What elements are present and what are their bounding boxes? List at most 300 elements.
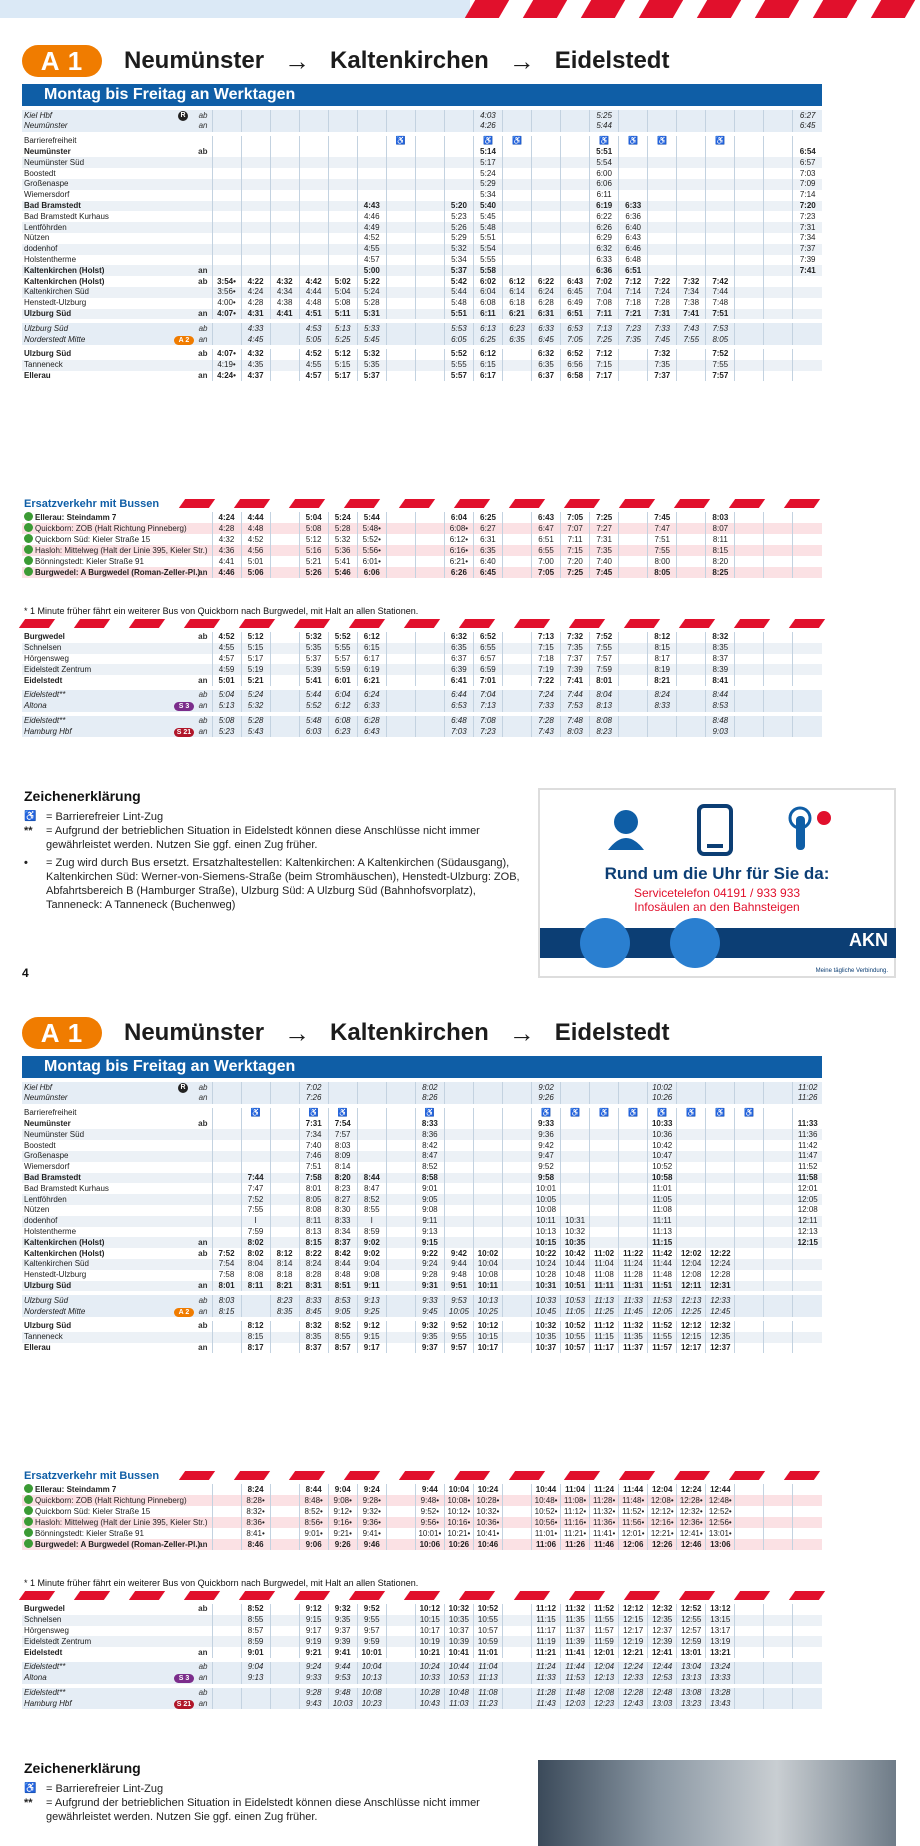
time-cell: 5:29	[473, 179, 502, 190]
time-cell	[212, 147, 241, 158]
time-cell	[706, 1237, 735, 1248]
time-cell	[532, 147, 561, 158]
time-cell: 5:35	[357, 360, 386, 371]
time-cell	[764, 1151, 793, 1162]
time-cell	[764, 523, 793, 534]
time-cell	[735, 534, 764, 545]
time-cell: 11:02	[793, 1082, 822, 1093]
time-cell	[241, 265, 270, 276]
time-cell: 12:46	[677, 1539, 706, 1550]
time-cell: 11:01•	[532, 1528, 561, 1539]
time-cell	[532, 110, 561, 121]
time-cell: 4:32	[241, 349, 270, 360]
time-cell: 11:52•	[619, 1506, 648, 1517]
time-cell	[764, 1615, 793, 1626]
time-cell	[241, 1140, 270, 1151]
time-cell	[270, 190, 299, 201]
time-cell	[561, 179, 590, 190]
time-cell: 10:33	[415, 1673, 444, 1684]
time-cell: 8:52	[415, 1162, 444, 1173]
wheelchair-icon: ♿	[735, 1108, 764, 1119]
time-cell	[444, 1227, 473, 1238]
time-cell: 9:13	[415, 1227, 444, 1238]
time-cell: 9:48	[444, 1270, 473, 1281]
time-cell: 5:13	[328, 323, 357, 334]
time-cell: 7:58	[212, 1270, 241, 1281]
time-cell: 5:26	[299, 567, 328, 578]
time-cell: 4:41	[212, 556, 241, 567]
time-cell	[764, 276, 793, 287]
route-title	[124, 46, 669, 77]
top-stripe	[697, 0, 741, 18]
time-cell	[386, 1343, 415, 1354]
time-cell: 8:34	[328, 1227, 357, 1238]
time-cell: 13:12	[706, 1604, 735, 1615]
time-cell	[561, 233, 590, 244]
time-cell	[415, 654, 444, 665]
timetable-row	[22, 233, 822, 244]
time-cell	[590, 1227, 619, 1238]
time-cell: 8:01	[299, 1183, 328, 1194]
station-name: Lentföhrden	[22, 1194, 172, 1205]
time-cell: 9:22	[415, 1248, 444, 1259]
time-cell	[415, 157, 444, 168]
time-cell	[735, 1270, 764, 1281]
ab-an-label: ab	[194, 1082, 212, 1093]
time-cell	[386, 1194, 415, 1205]
time-cell	[764, 1129, 793, 1140]
time-cell	[212, 1173, 241, 1184]
time-cell	[706, 1183, 735, 1194]
time-cell	[299, 201, 328, 212]
time-cell: 11:15	[532, 1615, 561, 1626]
time-cell: 11:24	[590, 1484, 619, 1495]
time-cell: 5:24	[241, 690, 270, 701]
time-cell	[357, 1151, 386, 1162]
time-cell: 7:11	[561, 534, 590, 545]
station-name: Burgwedel	[24, 632, 65, 642]
time-cell	[502, 1237, 531, 1248]
time-cell	[764, 1626, 793, 1637]
time-cell	[735, 1647, 764, 1658]
time-cell: 7:59	[241, 1227, 270, 1238]
time-cell: 8:18	[270, 1270, 299, 1281]
time-cell	[270, 1183, 299, 1194]
time-cell: 12:35	[706, 1332, 735, 1343]
time-cell	[677, 1227, 706, 1238]
time-cell: 4:19•	[212, 360, 241, 371]
time-cell: 6:27	[473, 523, 502, 534]
time-cell: 6:01	[328, 675, 357, 686]
time-cell	[764, 190, 793, 201]
time-cell	[648, 716, 677, 727]
time-cell	[735, 276, 764, 287]
time-cell	[561, 1194, 590, 1205]
time-cell: 10:03	[328, 1698, 357, 1709]
time-cell	[793, 1698, 822, 1709]
time-cell: 5:48	[444, 298, 473, 309]
time-cell	[328, 157, 357, 168]
time-cell: 11:41•	[590, 1528, 619, 1539]
time-cell	[502, 349, 531, 360]
time-cell: 5:14	[473, 147, 502, 158]
time-cell: 7:28	[532, 716, 561, 727]
time-cell: 12:15	[793, 1237, 822, 1248]
ab-an-label	[194, 664, 212, 675]
time-cell: 10:58	[648, 1173, 677, 1184]
time-cell: 5:11	[328, 309, 357, 320]
wheelchair-icon: ♿	[299, 1108, 328, 1119]
barrier-row: Barrierefreiheit ♿ ♿ ♿ ♿ ♿ ♿ ♿ ♿ ♿ ♿ ♿ ♿	[22, 1108, 822, 1119]
time-cell	[764, 1698, 793, 1709]
time-cell: 4:35	[241, 360, 270, 371]
time-cell: 12:17	[619, 1626, 648, 1637]
time-cell: 8:56•	[299, 1517, 328, 1528]
time-cell: 4:52	[241, 534, 270, 545]
time-cell: 8:33	[415, 1119, 444, 1130]
time-cell: 6:15	[473, 360, 502, 371]
timetable-row	[22, 1237, 822, 1248]
time-cell	[241, 233, 270, 244]
time-cell	[270, 1173, 299, 1184]
time-cell	[706, 1162, 735, 1173]
time-cell	[619, 567, 648, 578]
time-cell: 7:13	[590, 323, 619, 334]
timetable-row	[22, 360, 822, 371]
time-cell	[793, 690, 822, 701]
time-cell	[735, 1194, 764, 1205]
time-cell: 4:32	[212, 534, 241, 545]
time-cell	[473, 1183, 502, 1194]
time-cell: 10:52	[561, 1321, 590, 1332]
station-name: Norderstedt Mitte	[22, 1306, 172, 1317]
time-cell	[473, 1151, 502, 1162]
time-cell: 7:03	[793, 168, 822, 179]
time-cell	[532, 121, 561, 132]
time-cell	[212, 190, 241, 201]
time-cell	[648, 190, 677, 201]
time-cell	[735, 1332, 764, 1343]
time-cell: 12:08•	[648, 1495, 677, 1506]
station-name: Wiemersdorf	[24, 190, 70, 200]
time-cell	[386, 1183, 415, 1194]
time-cell	[793, 334, 822, 345]
station-name: Eidelstedt	[24, 675, 63, 685]
time-cell	[473, 1237, 502, 1248]
time-cell: 5:24	[328, 512, 357, 523]
time-cell	[212, 1698, 241, 1709]
time-cell	[677, 1173, 706, 1184]
time-cell	[502, 1281, 531, 1292]
time-cell	[735, 1183, 764, 1194]
time-cell	[706, 1093, 735, 1104]
time-cell	[619, 1205, 648, 1216]
time-cell	[764, 244, 793, 255]
time-cell: 9:16•	[328, 1517, 357, 1528]
time-cell	[793, 654, 822, 665]
time-cell: 9:13	[357, 1295, 386, 1306]
wheelchair-icon: ♿	[386, 136, 415, 147]
time-cell	[706, 1205, 735, 1216]
time-cell: 9:39	[328, 1636, 357, 1647]
time-cell	[270, 512, 299, 523]
time-cell: 10:32	[444, 1604, 473, 1615]
time-cell	[502, 1306, 531, 1317]
ab-an-label	[194, 1162, 212, 1173]
station-name: Bad Bramstedt	[22, 201, 172, 212]
time-cell: 9:25	[357, 1306, 386, 1317]
time-cell	[502, 1140, 531, 1151]
time-cell: 11:28	[619, 1270, 648, 1281]
time-cell: 9:17	[299, 1626, 328, 1637]
time-cell: 9:17	[357, 1343, 386, 1354]
time-cell	[328, 211, 357, 222]
time-cell	[764, 1194, 793, 1205]
time-cell: I	[241, 1216, 270, 1227]
time-cell: 4:07•	[212, 349, 241, 360]
timetable-row	[22, 690, 822, 701]
time-cell	[793, 675, 822, 686]
time-cell: 13:01	[677, 1647, 706, 1658]
time-cell	[328, 168, 357, 179]
time-cell	[735, 147, 764, 158]
time-cell	[270, 1227, 299, 1238]
timetable-row	[22, 190, 822, 201]
time-cell: 8:41•	[241, 1528, 270, 1539]
stripe	[129, 1591, 165, 1600]
time-cell	[270, 147, 299, 158]
time-cell	[532, 157, 561, 168]
time-cell	[764, 287, 793, 298]
time-cell	[241, 1082, 270, 1093]
time-cell: 10:41•	[473, 1528, 502, 1539]
time-cell: 5:37	[444, 265, 473, 276]
station-name: Nützen	[24, 233, 50, 243]
station-name: Ulzburg Süd	[24, 349, 72, 359]
time-cell: 10:41	[444, 1647, 473, 1658]
time-cell	[415, 287, 444, 298]
time-cell: 6:46	[619, 244, 648, 255]
time-cell	[590, 1216, 619, 1227]
line-a2-badge: A 2	[174, 1308, 194, 1317]
time-cell: 7:54	[328, 1119, 357, 1130]
time-cell	[415, 121, 444, 132]
time-cell	[386, 1647, 415, 1658]
time-cell: 5:57	[444, 371, 473, 382]
time-cell: 6:51	[561, 309, 590, 320]
time-cell	[386, 1688, 415, 1699]
time-cell: 7:15	[532, 643, 561, 654]
time-cell: 13:21	[706, 1647, 735, 1658]
time-cell: 7:19	[532, 664, 561, 675]
time-cell	[619, 1129, 648, 1140]
time-cell	[270, 1162, 299, 1173]
page-number: 4	[22, 966, 29, 980]
time-cell: 6:41	[444, 675, 473, 686]
ab-an-label	[194, 1270, 212, 1281]
time-cell: 12:08	[677, 1270, 706, 1281]
stripe	[289, 1471, 325, 1480]
time-cell: 6:54	[793, 147, 822, 158]
stripe	[734, 1591, 770, 1600]
time-cell: 10:12	[415, 1604, 444, 1615]
time-cell: 10:15	[532, 1237, 561, 1248]
ab-an-label: an	[198, 1342, 208, 1352]
time-cell	[328, 222, 357, 233]
time-cell: 7:40	[590, 556, 619, 567]
time-cell: 7:31	[299, 1119, 328, 1130]
time-cell	[212, 1626, 241, 1637]
time-cell: 11:31	[619, 1281, 648, 1292]
time-cell	[444, 157, 473, 168]
time-cell: 10:23	[357, 1698, 386, 1709]
time-cell: 7:52	[590, 632, 619, 643]
time-cell	[270, 1688, 299, 1699]
time-cell	[735, 168, 764, 179]
time-cell: 4:48	[299, 298, 328, 309]
time-cell	[764, 1162, 793, 1173]
time-cell: 12:33	[706, 1295, 735, 1306]
time-cell	[677, 545, 706, 556]
time-cell	[270, 179, 299, 190]
time-cell: 8:52	[241, 1604, 270, 1615]
timetable-row	[22, 1647, 822, 1658]
time-cell: 12:19	[619, 1636, 648, 1647]
line-s21-badge: S 21	[174, 1700, 194, 1709]
time-cell	[735, 1259, 764, 1270]
time-cell	[764, 1295, 793, 1306]
time-cell	[415, 147, 444, 158]
time-cell	[764, 643, 793, 654]
time-cell: 12:35	[648, 1615, 677, 1626]
time-cell	[764, 349, 793, 360]
time-cell	[212, 1162, 241, 1173]
time-cell: 7:14	[619, 287, 648, 298]
time-cell	[764, 654, 793, 665]
time-cell: 8:23	[270, 1295, 299, 1306]
time-cell	[677, 1162, 706, 1173]
time-cell: 4:57	[299, 371, 328, 382]
time-cell: 6:08	[473, 298, 502, 309]
stripe	[459, 1591, 495, 1600]
time-cell: 5:24	[473, 168, 502, 179]
time-cell: 11:42	[648, 1248, 677, 1259]
time-cell	[532, 190, 561, 201]
time-cell: 8:28•	[241, 1495, 270, 1506]
stripe	[459, 619, 495, 628]
time-cell	[357, 157, 386, 168]
time-cell: 5:17	[328, 371, 357, 382]
time-cell	[677, 1129, 706, 1140]
time-cell: 8:35	[706, 643, 735, 654]
ab-an-label	[194, 255, 212, 266]
time-cell	[386, 1129, 415, 1140]
time-cell	[677, 701, 706, 712]
time-cell	[502, 1647, 531, 1658]
time-cell	[735, 1636, 764, 1647]
time-cell: 4:53	[299, 323, 328, 334]
time-cell: 5:01	[241, 556, 270, 567]
time-cell	[386, 1237, 415, 1248]
stripe	[399, 1471, 435, 1480]
time-cell	[212, 157, 241, 168]
time-cell: 8:35	[270, 1306, 299, 1317]
time-cell: 9:28	[415, 1270, 444, 1281]
time-cell: 8:01	[212, 1281, 241, 1292]
time-cell: 11:08	[473, 1688, 502, 1699]
timetable-row	[22, 1162, 822, 1173]
time-cell: 12:11	[677, 1281, 706, 1292]
time-cell: 10:35	[532, 1332, 561, 1343]
time-cell: 6:12	[502, 276, 531, 287]
time-cell: 10:11	[532, 1216, 561, 1227]
time-cell: 11:45	[619, 1306, 648, 1317]
ab-an-label	[194, 298, 212, 309]
time-cell	[590, 1140, 619, 1151]
time-cell: 4:55	[212, 643, 241, 654]
time-cell: 10:53	[444, 1673, 473, 1684]
time-cell: 7:01	[473, 675, 502, 686]
time-cell: 7:13	[473, 701, 502, 712]
time-cell	[270, 1673, 299, 1684]
time-cell: 7:14	[793, 190, 822, 201]
time-cell: 9:41•	[357, 1528, 386, 1539]
time-cell: 8:42	[415, 1140, 444, 1151]
time-cell: 8:44	[299, 1484, 328, 1495]
time-cell	[648, 244, 677, 255]
time-cell	[677, 179, 706, 190]
timetable-row	[22, 265, 822, 276]
time-cell: 7:42	[706, 276, 735, 287]
time-cell	[706, 1129, 735, 1140]
time-cell	[677, 534, 706, 545]
time-cell	[502, 534, 531, 545]
time-cell	[561, 190, 590, 201]
time-cell: 10:08•	[444, 1495, 473, 1506]
time-cell: 11:12	[532, 1604, 561, 1615]
time-cell	[386, 726, 415, 737]
time-cell	[357, 168, 386, 179]
time-cell: 11:28•	[590, 1495, 619, 1506]
time-cell: 8:32	[706, 632, 735, 643]
time-cell	[706, 1216, 735, 1227]
time-cell	[619, 1173, 648, 1184]
time-cell: 12:56•	[706, 1517, 735, 1528]
time-cell: 6:55	[532, 545, 561, 556]
time-cell: 13:01•	[706, 1528, 735, 1539]
ab-an-label	[194, 1205, 212, 1216]
time-cell: I	[357, 1216, 386, 1227]
time-cell	[735, 1162, 764, 1173]
bus-icon	[24, 1517, 33, 1526]
time-cell	[270, 233, 299, 244]
time-cell	[764, 701, 793, 712]
time-cell	[270, 265, 299, 276]
time-cell	[270, 1662, 299, 1673]
time-cell: 13:13	[677, 1673, 706, 1684]
station-name: Lentföhrden	[22, 222, 172, 233]
time-cell: 4:03	[473, 110, 502, 121]
timetable-row	[22, 1688, 822, 1699]
time-cell	[212, 1636, 241, 1647]
time-cell: 9:37	[328, 1626, 357, 1637]
time-cell	[735, 1237, 764, 1248]
time-cell	[212, 1216, 241, 1227]
time-cell	[764, 1688, 793, 1699]
time-cell	[212, 1129, 241, 1140]
timetable-row	[22, 276, 822, 287]
time-cell: 7:00	[532, 556, 561, 567]
